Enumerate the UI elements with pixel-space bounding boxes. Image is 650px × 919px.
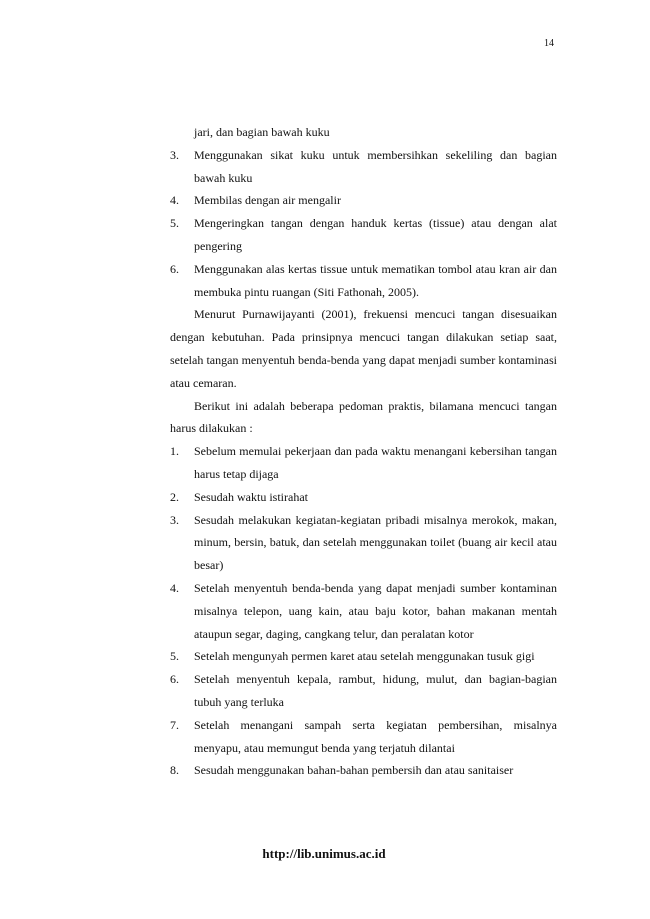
list-item: [170, 645, 557, 668]
list-text: Setelah menangani sampah serta kegiatan pembersihan, misalnya menyapu, atau memungut benda yang terjatuh dilantai: [194, 717, 557, 755]
list-item: [170, 144, 557, 190]
list-number: 6.: [170, 261, 179, 276]
list-number: 3.: [170, 147, 179, 162]
list-number: 2.: [170, 489, 179, 504]
footer: [0, 846, 650, 862]
list-item: [170, 714, 557, 760]
list-text: Sesudah waktu istirahat: [194, 489, 308, 504]
list-text: Sebelum memulai pekerjaan dan pada waktu menangani kebersihan tangan harus tetap dijaga: [194, 444, 557, 481]
list-item: [170, 509, 557, 577]
list-text: Sesudah menggunakan bahan-bahan pembersih dan atau sanitaiser: [194, 763, 514, 778]
list-number: 3.: [170, 512, 179, 527]
list-number: 1.: [170, 444, 179, 459]
list-item: [170, 577, 557, 645]
list-item: [170, 258, 557, 304]
list-item: [170, 189, 557, 212]
list-number: 4.: [170, 193, 179, 208]
list-number: 8.: [170, 763, 179, 778]
list-number: 5.: [170, 216, 179, 231]
page-number: 14: [544, 38, 554, 49]
list-text: Setelah menyentuh benda-benda yang dapat menjadi sumber kontaminan misalnya telepon, uang kain, atau baju kotor, bahan makanan mentah ataupun segar, daging, cangkang telur, dan peralatan kotor: [194, 580, 557, 641]
document-body: [170, 121, 557, 782]
list-item: [170, 486, 557, 509]
list-number: 7.: [170, 717, 179, 732]
list-item: [170, 759, 557, 782]
footer-url: http://lib.unimus.ac.id: [262, 846, 386, 861]
list-number: 5.: [170, 649, 179, 664]
list-text: Membilas dengan air mengalir: [194, 193, 341, 208]
paragraph: Menurut Purnawijayanti (2001), frekuensi mencuci tangan disesuaikan dengan kebutuhan. Pada prinsipnya mencuci tangan dilakukan setiap saat, setelah tangan menyentuh benda-benda yang dapat menjadi sumber kontaminasi atau cemaran.: [170, 307, 557, 390]
list-text: Sesudah melakukan kegiatan-kegiatan pribadi misalnya merokok, makan, minum, bersin, batuk, dan setelah menggunakan toilet (buang air kecil atau besar): [194, 512, 557, 573]
list-item: [170, 668, 557, 714]
list-text: Menggunakan alas kertas tissue untuk mematikan tombol atau kran air dan membuka pintu ruangan (Siti Fathonah, 2005).: [194, 261, 557, 299]
list-text: Menggunakan sikat kuku untuk membersihkan sekeliling dan bagian bawah kuku: [194, 147, 557, 185]
list-continuation: jari, dan bagian bawah kuku: [194, 125, 330, 139]
paragraph: Berikut ini adalah beberapa pedoman praktis, bilamana mencuci tangan harus dilakukan :: [170, 398, 557, 436]
list-text: Setelah menyentuh kepala, rambut, hidung, mulut, dan bagian-bagian tubuh yang terluka: [194, 672, 557, 709]
list-number: 4.: [170, 580, 179, 595]
list-text: Setelah mengunyah permen karet atau setelah menggunakan tusuk gigi: [194, 649, 535, 664]
list-text: Mengeringkan tangan dengan handuk kertas (tissue) atau dengan alat pengering: [194, 216, 557, 253]
list-item: [170, 440, 557, 486]
list-number: 6.: [170, 672, 179, 687]
list-item: [170, 212, 557, 258]
